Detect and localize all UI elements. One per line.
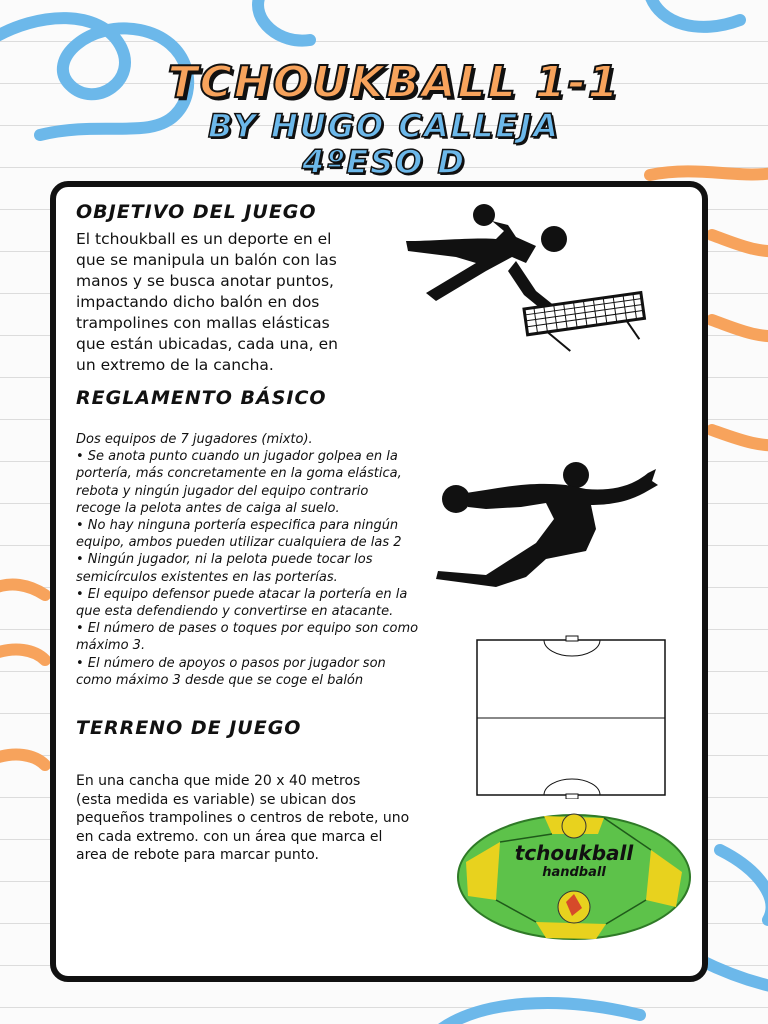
author-byline: BY HUGO CALLEJA <box>208 107 560 145</box>
court-diagram <box>476 634 668 799</box>
page-title: TCHOUKBALL 1-1 <box>167 57 621 108</box>
content-card <box>50 181 708 982</box>
section-heading-objetivo: OBJETIVO DEL JUEGO <box>76 201 317 223</box>
section-heading-terreno: TERRENO DE JUEGO <box>76 717 302 739</box>
handball-player-silhouette <box>426 459 666 597</box>
ball-brand-text: tchoukball <box>514 841 634 865</box>
tchoukball-player-pictogram <box>396 201 666 361</box>
tchoukball-ball-image <box>456 812 692 942</box>
class-group: 4ºESO D <box>301 143 467 181</box>
section-heading-reglamento: REGLAMENTO BÁSICO <box>76 387 327 409</box>
terreno-text: En una cancha que mide 20 x 40 metros (esta medida es variable) se ubican dos pequeños trampolines o centros de rebote, uno en cada extremo. con un área que marca el area de rebote para marcar punto. <box>76 773 410 864</box>
page-header <box>0 58 768 180</box>
ball-sub-text: handball <box>542 865 606 880</box>
reglamento-text: Dos equipos de 7 jugadores (mixto). • Se anota punto cuando un jugador golpea en la portería, más concretamente en la goma elástica, rebota y ningún jugador del equipo contrario recoge la pelota antes de caiga al suelo. • No hay ninguna portería especifica para ningún equipo, ambos pueden utilizar cualquiera de las 2 • Ningún jugador, ni la pelota puede tocar los semicírculos existentes en las porterías. • El equipo defensor puede atacar la portería en la que esta defendiendo y convertirse en atacante. • El número de pases o toques por equipo son como máximo 3. • El número de apoyos o pasos por jugador son como máximo 3 desde que se coge el balón <box>76 432 419 688</box>
objetivo-text: El tchoukball es un deporte en el que se manipula un balón con las manos y se busca anotar puntos, impactando dicho balón en dos trampolines con mallas elásticas que están ubicadas, cada una, en un extremo de la cancha. <box>76 230 338 374</box>
